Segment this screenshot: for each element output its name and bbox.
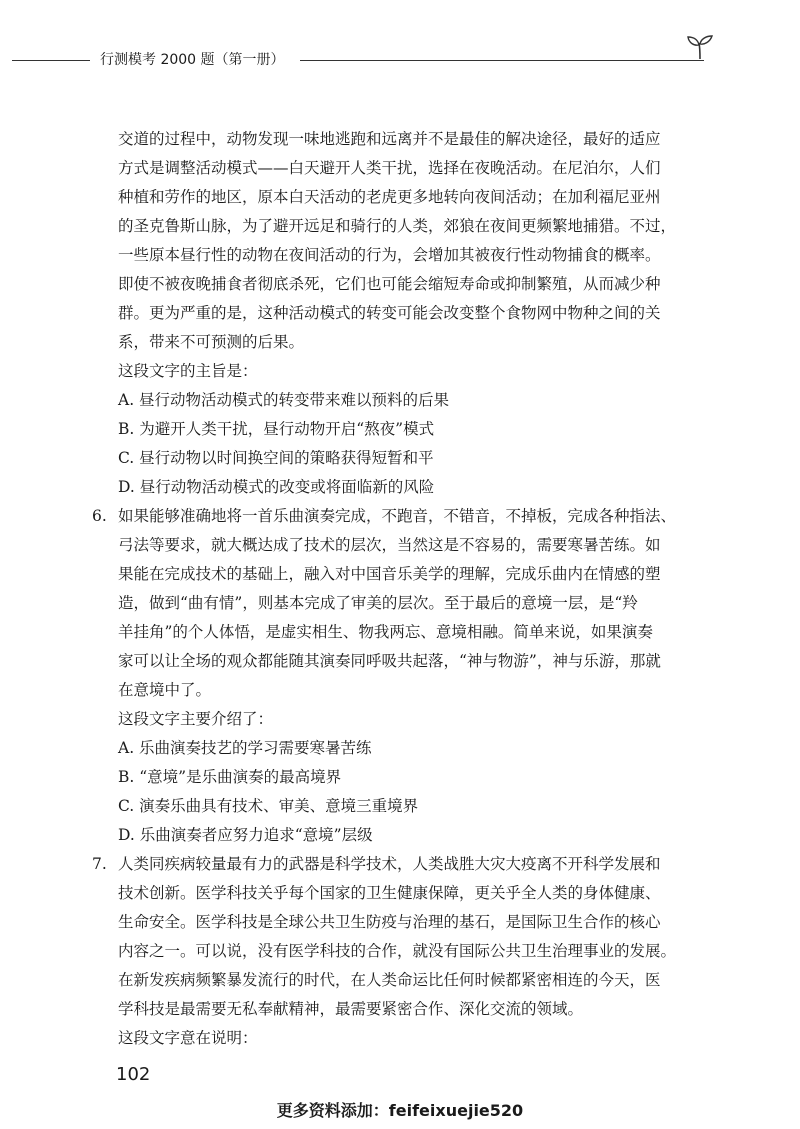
text-line: 生命安全。医学科技是全球公共卫生防疫与治理的基石，是国际卫生合作的核心 [118,913,661,931]
text-line: 在新发疾病频繁暴发流行的时代，在人类命运比任何时候都紧密相连的今天，医 [118,971,661,989]
text-line: 人类同疾病较量最有力的武器是科学技术，人类战胜大灾大疫离不开科学发展和 [118,855,661,873]
question-number: 7. [92,855,107,873]
header-rule-left [12,60,90,61]
text-line: 家可以让全场的观众都能随其演奏同呼吸共起落，“神与物游”，神与乐游，那就 [118,652,661,670]
text-line: 学科技是最需要无私奉献精神，最需要紧密合作、深化交流的领域。 [118,1000,584,1018]
text-line: 内容之一。可以说，没有医学科技的合作，就没有国际公共卫生治理事业的发展。 [118,942,677,960]
page-body [92,125,714,1053]
text-line: 方式是调整活动模式——白天避开人类干扰，选择在夜晚活动。在尼泊尔，人们 [118,159,661,177]
option-b: B. “意境”是乐曲演奏的最高境界 [118,768,342,786]
question-6 [92,502,714,850]
text-line: 交道的过程中，动物发现一味地逃跑和远离并不是最佳的解决途径，最好的适应 [118,130,661,148]
option-d: D. 昼行动物活动模式的改变或将面临新的风险 [118,478,435,496]
text-line: 的圣克鲁斯山脉，为了避开远足和骑行的人类，郊狼在夜间更频繁地捕猎。不过， [118,217,677,235]
text-line: 技术创新。医学科技关乎每个国家的卫生健康保障，更关乎全人类的身体健康、 [118,884,661,902]
text-line: 一些原本昼行性的动物在夜间活动的行为，会增加其被夜行性动物捕食的概率。 [118,246,661,264]
text-line: 羊挂角”的个人体悟，是虚实相生、物我两忘、意境相融。简单来说，如果演奏 [118,623,653,641]
text-line: 果能在完成技术的基础上，融入对中国音乐美学的理解，完成乐曲内在情感的塑 [118,565,661,583]
option-b: B. 为避开人类干扰，昼行动物开启“熬夜”模式 [118,420,435,438]
text-line: 造，做到“曲有情”，则基本完成了审美的层次。至于最后的意境一层，是“羚 [118,594,638,612]
question-stem: 这段文字的主旨是： [118,362,258,380]
option-c: C. 昼行动物以时间换空间的策略获得短暂和平 [118,449,434,467]
option-d: D. 乐曲演奏者应努力追求“意境”层级 [118,826,373,844]
sprout-icon [684,34,716,60]
page-number: 102 [116,1064,151,1085]
option-a: A. 乐曲演奏技艺的学习需要寒暑苦练 [118,739,372,757]
text-line: 如果能够准确地将一首乐曲演奏完成，不跑音，不错音，不掉板，完成各种指法、 [118,507,677,525]
footer-note: 更多资料添加：feifeixuejie520 [276,1101,524,1120]
option-c: C. 演奏乐曲具有技术、审美、意境三重境界 [118,797,419,815]
text-line: 在意境中了。 [118,681,212,699]
option-a: A. 昼行动物活动模式的转变带来难以预料的后果 [118,391,450,409]
text-line: 群。更为严重的是，这种活动模式的转变可能会改变整个食物网中物种之间的关 [118,304,661,322]
text-line: 即使不被夜晚捕食者彻底杀死，它们也可能会缩短寿命或抑制繁殖，从而减少种 [118,275,661,293]
text-line: 系，带来不可预测的后果。 [118,333,305,351]
continuation-block [118,125,714,502]
question-number: 6. [92,507,107,525]
running-header [12,50,712,70]
question-7 [92,850,714,1053]
header-rule-right [300,60,704,61]
header-title: 行测模考 2000 题（第一册） [100,52,285,68]
text-line: 种植和劳作的地区，原本白天活动的老虎更多地转向夜间活动；在加利福尼亚州 [118,188,661,206]
text-line: 弓法等要求，就大概达成了技术的层次，当然这是不容易的，需要寒暑苦练。如 [118,536,661,554]
question-stem: 这段文字主要介绍了： [118,710,274,728]
question-stem: 这段文字意在说明： [118,1029,258,1047]
